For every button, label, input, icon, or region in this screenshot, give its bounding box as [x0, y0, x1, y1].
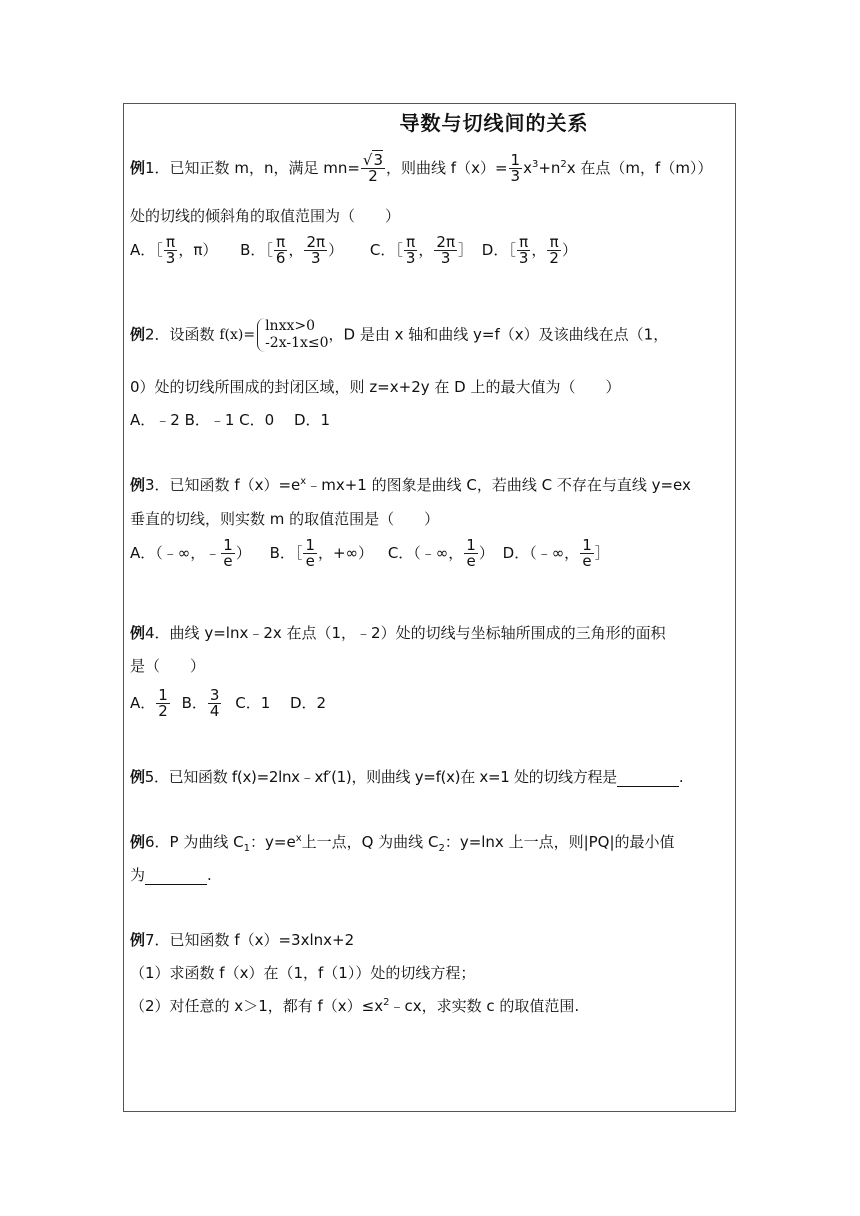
- option-a: A．［ $\frac{\pi}{3}$ ，π）: [130, 233, 218, 267]
- example-label: 例: [130, 159, 146, 177]
- example-1-line-1: 例1．已知正数 m，n，满足 mn= $\frac{√3}{2}$ ，则曲线 f（x）= $\frac{1}{3}$ $x^3+n^2x$ 在点（m，f（m））: [130, 151, 713, 185]
- example-4-options: [130, 688, 326, 719]
- option-c: C．（﹣∞， $\frac{1}{e}$ ）: [387, 536, 494, 570]
- example-7-line-1: 例7．已知函数 f（x）=3xlnx+2: [130, 931, 355, 949]
- example-label: 例: [130, 931, 146, 949]
- option-b: B． $\frac{3}{4}$: [181, 686, 220, 720]
- piecewise-function: f(x)= lnxx>0 -2x-1x≤0: [219, 318, 329, 351]
- example-label: 例: [130, 768, 145, 786]
- example-6-line-2: 为 .: [130, 866, 212, 884]
- example-3-options: [130, 538, 610, 569]
- example-7-part-1: （1）求函数 f（x）在（1，f（1））处的切线方程；: [130, 964, 476, 982]
- example-label: 例: [130, 476, 146, 494]
- fraction-sqrt3-over-2: $\frac{√3}{2}$: [362, 151, 384, 185]
- example-5-line-1: 例5．已知函数 f(x)=2lnx﹣xf′(1)，则曲线 y=f(x)在 x=1 处的切线方程是 .: [130, 768, 684, 786]
- answer-blank[interactable]: [145, 866, 207, 885]
- option-d: D．［ $\frac{\pi}{3}$ ， $\frac{\pi}{2}$ ）: [481, 233, 577, 267]
- answer-blank[interactable]: [617, 768, 679, 787]
- example-1-line-2: 处的切线的倾斜角的取值范围为（ ）: [130, 207, 401, 225]
- option-a: A． $\frac{1}{2}$: [130, 686, 168, 720]
- example-3-line-1: 例3．已知函数 $f(x)=e^x﹣mx+1$ 的图象是曲线 C，若曲线 C 不存在与直线 y=ex: [130, 476, 691, 494]
- option-d: D．（﹣∞， $\frac{1}{e}$ ］: [502, 536, 610, 570]
- example-3-line-2: 垂直的切线，则实数 m 的取值范围是（ ）: [130, 510, 440, 528]
- option-a: A．（﹣∞，﹣ $\frac{1}{e}$ ）: [130, 536, 251, 570]
- example-1-options: [130, 235, 577, 266]
- example-label: 例: [130, 624, 146, 642]
- example-2-options: A．﹣2 B．﹣1 C．0 D．1: [130, 411, 331, 429]
- page-title: 导数与切线间的关系: [399, 111, 589, 135]
- fraction-1-over-3: $\frac{1}{3}$: [510, 151, 521, 185]
- example-6-line-1: 例6．P 为曲线 $C_1$：$y=e^x$上一点，Q 为曲线 $C_2$：y=lnx 上一点，则|PQ|的最小值: [130, 833, 675, 854]
- example-2-line-1: 例2．设函数 f(x)= lnxx>0 -2x-1x≤0 ，D 是由 x 轴和曲线 y=f（x）及该曲线在点（1，: [130, 318, 669, 351]
- example-2-line-2: 0）处的切线所围成的封闭区域，则 z=x+2y 在 D 上的最大值为（ ）: [130, 378, 621, 396]
- option-c: C．［ $\frac{\pi}{3}$ ， $\frac{2\pi}{3}$ ］: [369, 233, 473, 267]
- example-label: 例: [130, 325, 146, 344]
- options-c-d: C．1 D．2: [235, 694, 327, 712]
- option-b: B．［ $\frac{\pi}{6}$ ， $\frac{2\pi}{3}$ ）: [240, 233, 344, 267]
- example-label: 例: [130, 833, 146, 851]
- example-4-line-2: 是（ ）: [130, 657, 206, 675]
- brace-icon: [257, 318, 265, 352]
- example-4-line-1: 例4．曲线 y=lnx﹣2x 在点（1，﹣2）处的切线与坐标轴所围成的三角形的面积: [130, 624, 666, 642]
- option-b: B．［ $\frac{1}{e}$ ，+∞）: [269, 536, 374, 570]
- example-7-part-2: （2）对任意的 x＞1，都有 $f(x)\le x^2﹣cx$，求实数 c 的取值范围.: [130, 997, 580, 1015]
